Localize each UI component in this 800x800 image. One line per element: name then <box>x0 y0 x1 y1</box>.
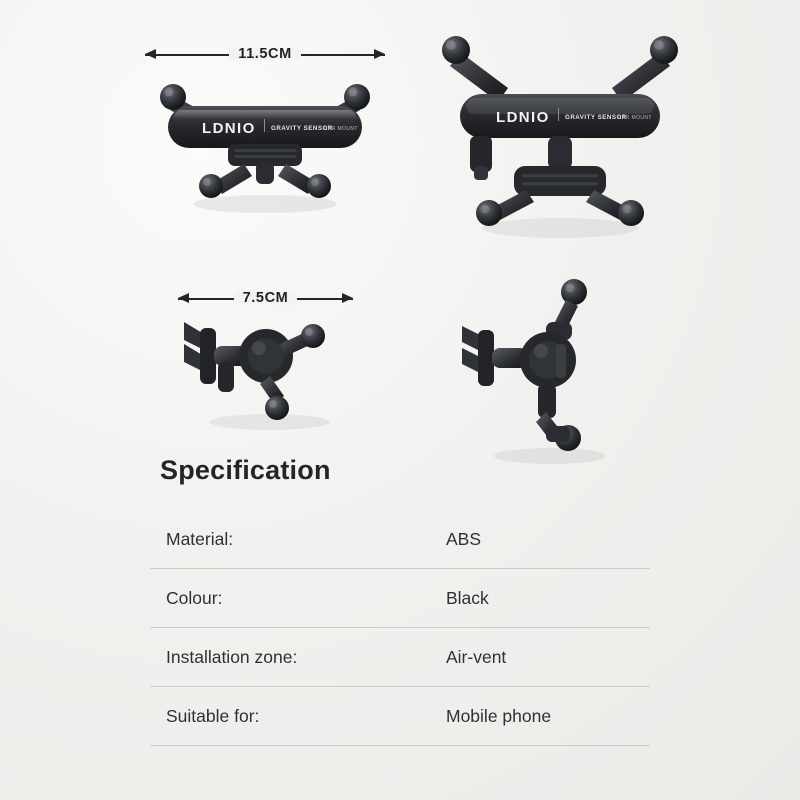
product-view-side-angled <box>450 270 640 470</box>
spec-key-colour: Colour: <box>166 587 223 608</box>
specification-title: Specification <box>160 455 331 485</box>
svg-text:GRAVITY SENSOR: GRAVITY SENSOR <box>565 114 627 121</box>
product-view-side <box>170 300 360 440</box>
dimension-width-label: 11.5CM <box>229 46 301 62</box>
arrow-left-icon <box>145 49 156 59</box>
spec-key-material: Material: <box>166 528 234 549</box>
specification-table <box>0 510 800 746</box>
spec-value-material: ABS <box>446 528 482 549</box>
product-view-front-open <box>430 28 690 248</box>
table-row <box>150 628 650 687</box>
svg-text:GRAVITY SENSOR: GRAVITY SENSOR <box>271 125 333 132</box>
svg-text:LDNIO: LDNIO <box>496 109 550 126</box>
svg-text:CAR MOUNT: CAR MOUNT <box>324 126 358 132</box>
dimension-width <box>145 44 385 64</box>
spec-key-installation-zone: Installation zone: <box>166 646 298 667</box>
dimension-depth-label: 7.5CM <box>234 290 298 306</box>
spec-key-suitable-for: Suitable for: <box>166 705 260 726</box>
arrow-right-icon <box>374 49 385 59</box>
table-row <box>150 687 650 746</box>
svg-text:CAR MOUNT: CAR MOUNT <box>618 115 652 121</box>
specification-section <box>0 455 800 746</box>
spec-value-installation-zone: Air-vent <box>446 646 507 667</box>
table-row <box>150 569 650 628</box>
spec-value-colour: Black <box>446 587 489 608</box>
table-row <box>150 510 650 569</box>
spec-value-suitable-for: Mobile phone <box>446 705 552 726</box>
svg-text:LDNIO: LDNIO <box>202 120 256 137</box>
product-view-front <box>140 70 390 230</box>
